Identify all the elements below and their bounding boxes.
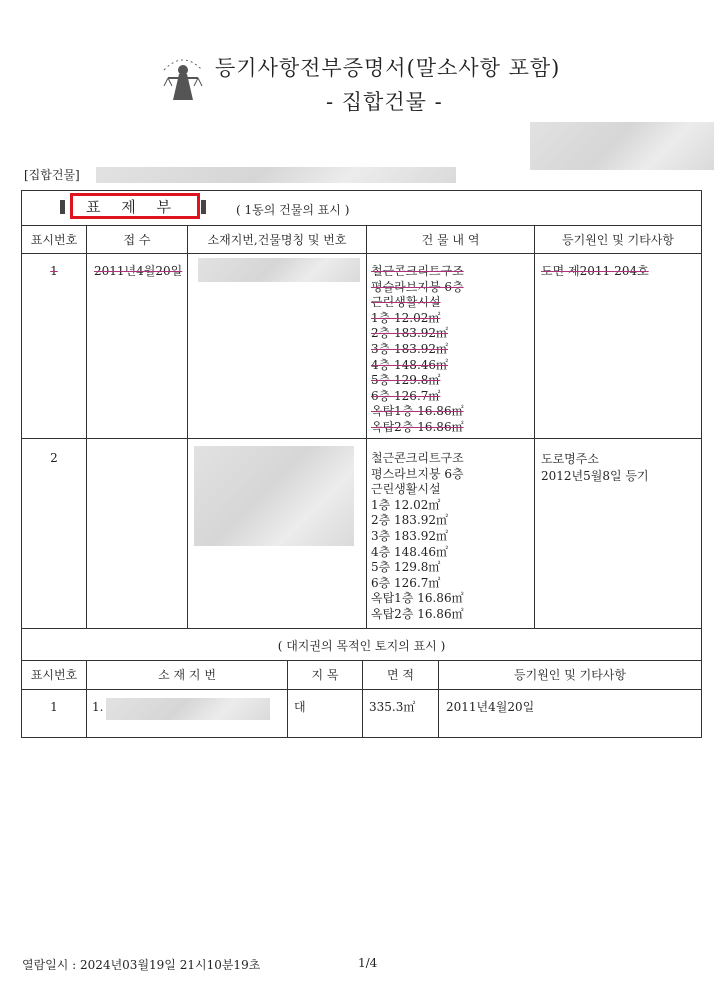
row2-number: 2 bbox=[50, 451, 58, 465]
document-title: 등기사항전부증명서(말소사항 포함) bbox=[215, 56, 561, 80]
land-header-cause: 등기원인 및 기타사항 bbox=[514, 668, 626, 682]
viewed-datetime: 열람일시 : 2024년03월19일 21시10분19초 bbox=[22, 958, 261, 972]
land-row-cause: 2011년4월20일 bbox=[446, 700, 535, 714]
land-row-category: 대 bbox=[294, 700, 306, 714]
redacted-area bbox=[530, 122, 714, 170]
row2-redacted-location bbox=[194, 446, 354, 546]
row1-building-lines: 철근콘크리트구조 평슬라브지붕 6층 근린생활시설 1층 12.02㎡ 2층 183.92㎡ 3층 183.92㎡ 4층 148.46㎡ 5층 129.8㎡ 6층 126.7㎡ 옥탑1층 16.86㎡ 옥탑2층 16.86㎡ bbox=[371, 264, 464, 434]
land-row-location-prefix: 1. bbox=[92, 700, 104, 714]
header-display-number: 표시번호 bbox=[30, 233, 78, 247]
row1-number: 1 bbox=[50, 264, 58, 278]
row1-received: 2011년4월20일 bbox=[94, 264, 183, 278]
land-header-area: 면 적 bbox=[387, 668, 414, 682]
land-header-number: 표시번호 bbox=[30, 668, 78, 682]
land-row-number: 1 bbox=[50, 700, 58, 714]
document-subtitle: - 집합건물 - bbox=[326, 90, 443, 114]
section-marker-left bbox=[60, 200, 65, 214]
land-redacted-location bbox=[106, 698, 270, 720]
row1-cause: 도면 제2011-204호 bbox=[541, 264, 649, 278]
row2-building-lines: 철근콘크리트구조 평스라브지붕 6층 근린생활시설 1층 12.02㎡ 2층 183.92㎡ 3층 183.92㎡ 4층 148.46㎡ 5층 129.8㎡ 6층 126.7㎡ 옥탑1층 16.86㎡ 옥탑2층 16.86㎡ bbox=[371, 451, 464, 621]
row2-cause: 도로명주소 2012년5월8일 등기 bbox=[541, 452, 649, 483]
section-subtitle: ( 1동의 건물의 표시 ) bbox=[236, 203, 350, 217]
header-cause: 등기원인 및 기타사항 bbox=[562, 233, 674, 247]
building-type-label: [집합건물] bbox=[24, 168, 80, 182]
land-header-location: 소 재 지 번 bbox=[158, 668, 216, 682]
section-marker-right bbox=[201, 200, 206, 214]
redacted-address bbox=[96, 167, 456, 183]
land-row-area: 335.3㎡ bbox=[369, 700, 416, 714]
land-section-subtitle: ( 대지권의 목적인 토지의 표시 ) bbox=[277, 639, 446, 653]
page-number: 1/4 bbox=[358, 956, 378, 970]
header-location: 소재지번,건물명칭 및 번호 bbox=[207, 233, 347, 247]
land-header-category: 지 목 bbox=[311, 668, 339, 682]
row1-redacted-location bbox=[198, 258, 360, 282]
court-logo-icon bbox=[160, 52, 206, 104]
section-title: 표 제 부 bbox=[86, 198, 180, 216]
header-received: 접 수 bbox=[123, 233, 151, 247]
header-building-details: 건 물 내 역 bbox=[421, 233, 480, 247]
